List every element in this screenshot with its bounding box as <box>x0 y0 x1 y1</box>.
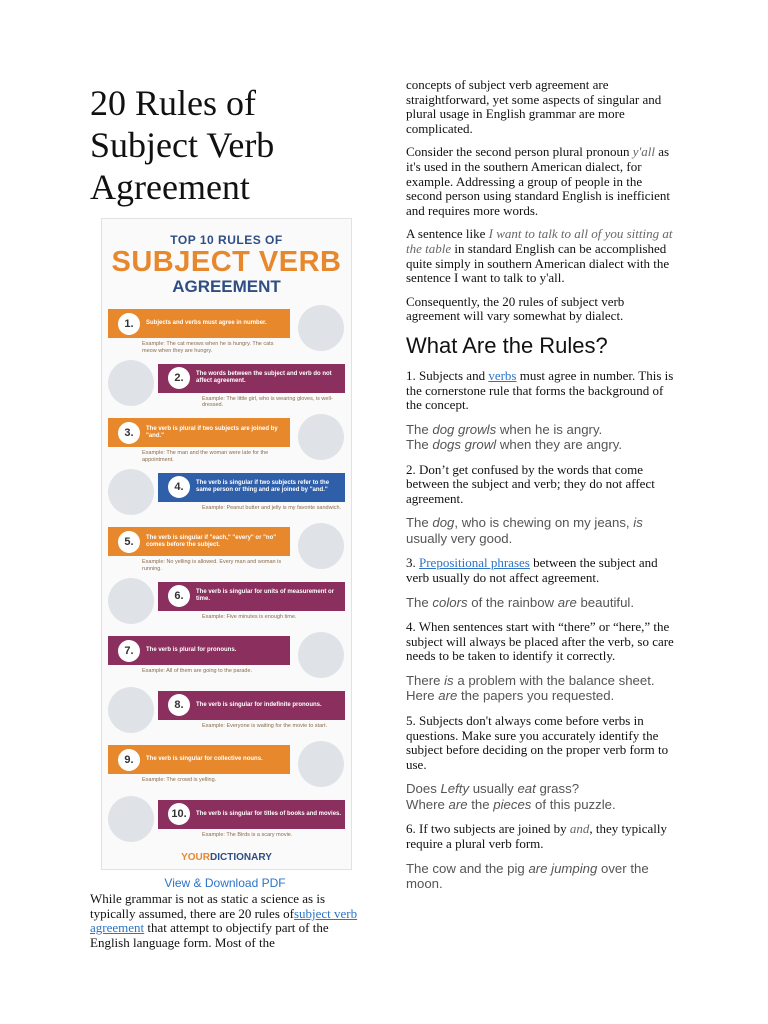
rule-example: Example: Five minutes is enough time. <box>202 613 297 620</box>
rule-text: The verb is singular for units of measurement or time. <box>196 589 335 602</box>
infographic-header-top: TOP 10 RULES OF <box>170 233 283 247</box>
rule-illustration <box>298 523 344 569</box>
rule-number: 10. <box>168 803 190 825</box>
rule-illustration <box>298 305 344 351</box>
rule-text: The verb is plural if two subjects are joined by "and." <box>146 425 278 439</box>
rule-text: Subjects and verbs must agree in number. <box>146 320 267 326</box>
infographic-rule-5 <box>108 527 290 556</box>
paragraph-3: A sentence like I want to talk to all of you sitting at the table in standard English can be accomplished quite simply in southern American dialect with the sentence I want to talk to y'all. <box>406 226 673 286</box>
left-column <box>90 82 360 208</box>
prepositional-phrases-link[interactable]: Prepositional phrases <box>419 555 530 571</box>
rule-2-example: The dog, who is chewing on my jeans, is usually very good. <box>406 515 643 546</box>
rule-3: 3. Prepositional phrases between the subject and verb usually do not affect agreement. <box>406 555 658 586</box>
rule-illustration <box>108 469 154 515</box>
rule-example: Example: The man and the woman were late for the appointment. <box>142 450 269 463</box>
rule-example: Example: The little girl, who is wearing gloves, is well-dressed. <box>202 395 333 408</box>
infographic-rule-2 <box>158 364 345 393</box>
rule-number: 2. <box>168 367 190 389</box>
rule-text: The verb is singular for titles of books and movies. <box>196 810 342 817</box>
intro-paragraph: While grammar is not as static a science as is typically assumed, there are 20 rules ofsubject verb agreement that attempt to objectify part of the English language form. Most of the <box>90 891 358 950</box>
infographic-rule-9 <box>108 745 290 774</box>
rule-2: 2. Don’t get confused by the words that come between the subject and verb; they do not affect agreement. <box>406 461 655 506</box>
rule-text: The verb is singular for indefinite pronouns. <box>196 701 322 708</box>
infographic-rule-10 <box>158 800 345 829</box>
rule-illustration <box>108 578 154 624</box>
rule-number: 1. <box>118 313 140 335</box>
rule-number: 5. <box>118 531 140 553</box>
rule-5-example: Does Lefty usually eat grass? Where are the pieces of this puzzle. <box>406 781 616 812</box>
paragraph-4: Consequently, the 20 rules of subject verb agreement will vary somewhat by dialect. <box>406 293 625 324</box>
rule-example: Example: The cat meows when he is hungry. The cats meow when they are hungry. <box>142 341 274 354</box>
rule-example: Example: All of them are going to the parade. <box>142 668 253 674</box>
rule-illustration <box>108 360 154 406</box>
rule-illustration <box>298 632 344 678</box>
infographic[interactable] <box>101 218 352 870</box>
rule-number: 7. <box>118 640 140 662</box>
rule-5: 5. Subjects don't always come before verbs in questions. Make sure you accurately identify the subject before deciding on the proper verb form to use. <box>406 712 669 772</box>
infographic-header <box>102 219 351 296</box>
download-pdf-link[interactable]: View & Download PDF <box>164 876 286 890</box>
left-bottom <box>90 872 360 959</box>
infographic-header-main: SUBJECT VERB <box>111 246 342 278</box>
paragraph-1: concepts of subject verb agreement are straightforward, yet some aspects of singular and plural usage in English grammar are more complicated. <box>406 77 662 136</box>
rule-illustration <box>298 741 344 787</box>
paragraph-2: Consider the second person plural pronoun y'all as it's used in the southern American dialect, for example. Addressing a group of people in the second person using standard English is inefficient and requires more words. <box>406 144 671 218</box>
rules-heading: What Are the Rules? <box>406 332 608 358</box>
infographic-rule-3 <box>108 418 290 447</box>
subject-verb-agreement-link[interactable]: subject verb agreement <box>90 905 358 936</box>
rule-example: Example: The Birds is a scary movie. <box>202 831 293 838</box>
rule-6-example: The cow and the pig are jumping over the moon. <box>406 860 649 891</box>
infographic-header-sub: AGREEMENT <box>172 277 281 296</box>
rule-example: Example: Everyone is waiting for the movie to start. <box>202 722 328 729</box>
rule-1: 1. Subjects and verbs must agree in number. This is the cornerstone rule that forms the background of the concept. <box>406 367 674 413</box>
infographic-rule-6 <box>158 582 345 611</box>
rule-example: Example: Peanut butter and jelly is my favorite sandwich. <box>202 504 342 511</box>
rule-number: 3. <box>118 422 140 444</box>
rule-text: The verb is plural for pronouns. <box>146 647 237 653</box>
yourdictionary-logo: YOURDICTIONARY <box>181 852 272 863</box>
infographic-rule-7 <box>108 636 290 665</box>
rule-text: The verb is singular if two subjects refer to the same person or thing and are joined by "and." <box>196 480 330 493</box>
rule-4-example: There is a problem with the balance sheet. Here are the papers you requested. <box>406 672 655 704</box>
infographic-rule-4 <box>158 473 345 502</box>
infographic-rule-1 <box>108 309 290 338</box>
rule-example: Example: The crowd is yelling. <box>142 777 217 783</box>
rule-example: Example: No yelling is allowed. Every man and woman is running. <box>142 559 282 572</box>
infographic-rule-8 <box>158 691 345 720</box>
rule-6: 6. If two subjects are joined by and, they typically require a plural verb form. <box>406 821 668 851</box>
rule-text: The verb is singular for collective nouns. <box>146 756 263 762</box>
rule-1-example: The dog growls when he is angry. The dogs growl when they are angry. <box>406 421 623 453</box>
rule-illustration <box>298 414 344 460</box>
right-column <box>406 78 678 902</box>
rule-number: 6. <box>168 585 190 607</box>
rule-4: 4. When sentences start with “there” or “here,” the subject will always be placed after the verb, so care needs to be taken to identify it correctly. <box>406 619 674 664</box>
rule-illustration <box>108 687 154 733</box>
rule-text: The words between the subject and verb do not affect agreement. <box>196 371 332 384</box>
rule-3-example: The colors of the rainbow are beautiful. <box>406 594 634 610</box>
verbs-link[interactable]: verbs <box>488 367 517 383</box>
rule-illustration <box>108 796 154 842</box>
rule-number: 9. <box>118 749 140 771</box>
page-title: 20 Rules of Subject Verb Agreement <box>90 83 275 207</box>
rule-number: 8. <box>168 694 190 716</box>
rule-number: 4. <box>168 476 190 498</box>
rule-text: The verb is singular if "each," "every" or "no" comes before the subject. <box>146 534 277 548</box>
